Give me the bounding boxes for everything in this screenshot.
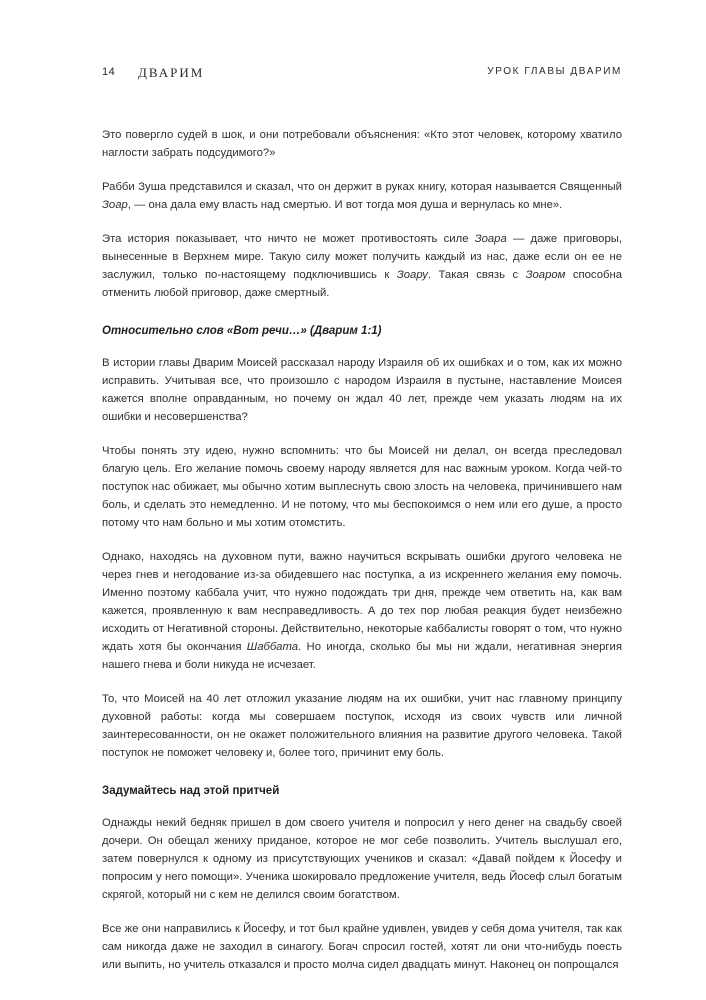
paragraph: Однажды некий бедняк пришел в дом своего учителя и попросил у него денег на свадьбу своей дочери. Он обещал жениху приданое, которое не мог себе позволить. Учитель выслушал его, затем повернулся к одному из присутствующих учеников и сказал: «Давай пойдем к Йосефу и попросим у него помощи». Ученика шокировало предложение учителя, ведь Йосеф слыл богатым скрягой, который ни с кем не делился своим богатством. bbox=[102, 817, 622, 901]
page-body bbox=[102, 126, 622, 974]
paragraph: Это повергло судей в шок, и они потребовали объяснения: «Кто этот человек, которому хватило наглости забрать подсудимого?» bbox=[102, 129, 622, 159]
paragraph bbox=[102, 178, 622, 214]
italic-term: Зоаром bbox=[525, 269, 566, 281]
paragraph bbox=[102, 230, 622, 302]
text-span: Рабби Зуша представился и сказал, что он держит в руках книгу, которая называется Священный bbox=[102, 181, 622, 193]
text-span: . Но иногда, сколько бы мы ни ждали, негативная энергия нашего гнева и боли никуда не исчезает. bbox=[102, 641, 622, 671]
italic-term: Зоар bbox=[102, 199, 128, 211]
text-span: Однако, находясь на духовном пути, важно научиться вскрывать ошибки другого человека не через гнев и негодование из-за обидевшего нас поступка, а из искреннего желания ему помочь. Именно поэтому каббала учит, что нужно подождать три дня, прежде чем ответить на, как вам кажется, проявленную к вам несправедливость. А до тех пор любая реакция будет неизбежно исходить от Негативной стороны. Действительно, некоторые каббалисты говорят о том, что нужно ждать хотя бы окончания bbox=[102, 551, 622, 653]
paragraph: То, что Моисей на 40 лет отложил указание людям на их ошибки, учит нас главному принципу духовной работы: когда мы совершаем поступок, исходя из своих чувств или личной заинтересованности, он не окажет положительного влияния на развитие другого человека. Такой поступок не поможет человеку и, более того, причинит ему боль. bbox=[102, 693, 622, 759]
paragraph: Чтобы понять эту идею, нужно вспомнить: что бы Моисей ни делал, он всегда преследовал благую цель. Его желание помочь своему народу является для нас важным уроком. Когда чей-то поступок нас обижает, мы обычно хотим выплеснуть свою злость на человека, причинившего нам боль, и сделать это немедленно. И не потому, что мы беспокоимся о нем или его душе, а просто потому что нам больно и мы хотим отомстить. bbox=[102, 445, 622, 529]
text-span: , — она дала ему власть над смертью. И вот тогда моя душа и вернулась ко мне». bbox=[127, 199, 563, 211]
chapter-title: УРОК ГЛАВЫ ДВАРИМ bbox=[487, 66, 622, 77]
paragraph: В истории главы Дварим Моисей рассказал народу Израиля об их ошибках и о том, как их можно исправить. Учитывая все, что произошло с народом Израиля в пустыне, наставление Моисея кажется вполне оправданным, но почему он ждал 40 лет, прежде чем указать людям на их ошибки и несовершенства? bbox=[102, 357, 622, 423]
text-span: — даже приговоры, вынесенные в Верхнем мире. Такую силу может получить каждый из нас, даже если он ее не заслужил, только по-настоящему подключившись к bbox=[102, 233, 622, 281]
italic-term: Зоару bbox=[396, 269, 428, 281]
section-heading: Относительно слов «Вот речи…» (Дварим 1:1) bbox=[102, 325, 382, 337]
text-span: Эта история показывает, что ничто не может противостоять силе bbox=[102, 233, 475, 245]
italic-term: Шаббата bbox=[246, 641, 299, 653]
paragraph: Все же они направились к Йосефу, и тот был крайне удивлен, увидев у себя дома учителя, так как сам никогда даже не заходил в синагогу. Богач спросил гостей, хотят ли они что-нибудь поесть или выпить, но учитель отказался и просто молча сидел двадцать минут. Наконец он попрощался bbox=[102, 923, 622, 971]
italic-term: Зоара bbox=[474, 233, 507, 245]
text-span: . Такая связь с bbox=[427, 269, 526, 281]
page-header bbox=[102, 66, 622, 82]
page-number: 14 bbox=[102, 66, 116, 78]
book-title: ДВАРИМ bbox=[138, 65, 205, 80]
paragraph bbox=[102, 548, 622, 674]
text-span: способна отменить любой приговор, даже смертный. bbox=[102, 269, 622, 299]
section-heading: Задумайтесь над этой притчей bbox=[102, 785, 280, 797]
